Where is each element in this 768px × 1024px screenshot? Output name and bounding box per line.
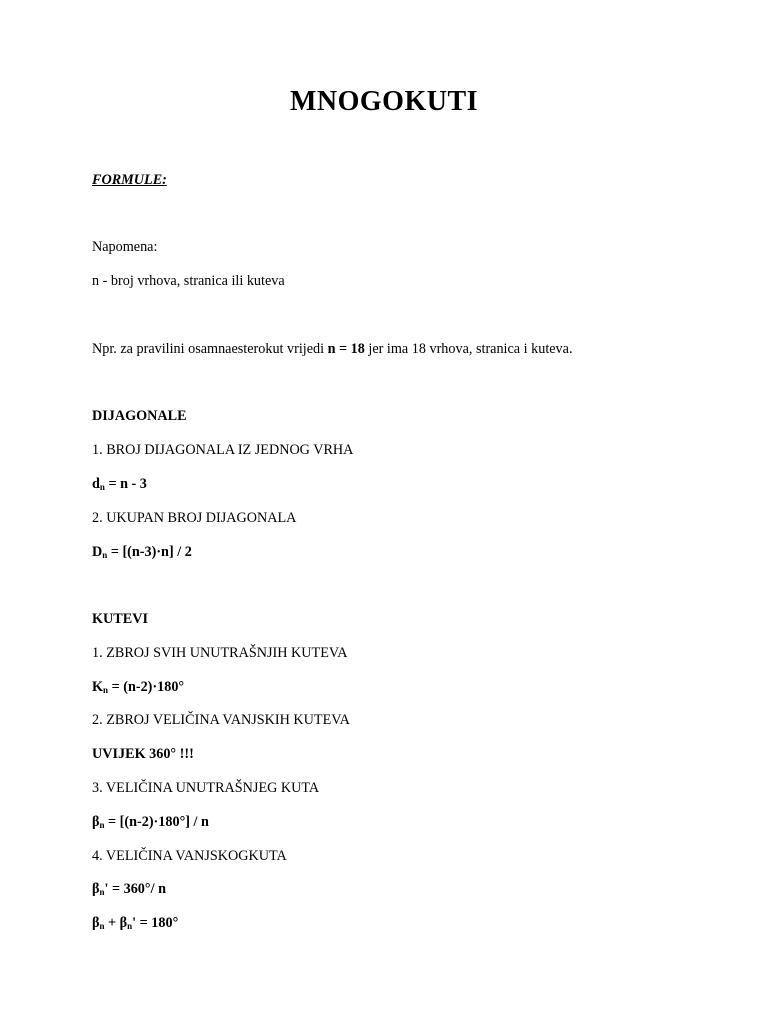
napomena-label: Napomena: (92, 239, 158, 255)
formula-subscript: n (99, 820, 105, 830)
kutevi-item2-label: 2. ZBROJ VELIČINA VANJSKIH KUTEVA (92, 712, 350, 728)
formula-subscript: n (99, 921, 105, 931)
formula-subscript: n (99, 887, 105, 897)
formula-expression: = n - 3 (104, 476, 147, 492)
dijagonale-item2-label: 2. UKUPAN BROJ DIJAGONALA (92, 510, 297, 526)
formula-expression: + β (104, 915, 128, 931)
formula-expression: ' = 180° (132, 915, 179, 931)
formula-variable: β (92, 814, 100, 830)
kutevi-item1-formula (92, 679, 184, 696)
formula-expression: = [(n-2)·180°] / n (104, 814, 209, 830)
example-suffix: jer ima 18 vrhova, stranica i kuteva. (364, 341, 573, 357)
page-title: MNOGOKUTI (289, 86, 479, 117)
formula-variable: d (92, 476, 100, 492)
formula-variable: D (92, 544, 103, 560)
formula-subscript: n (99, 482, 105, 492)
kutevi-item3-label: 3. VELIČINA UNUTRAŠNJEG KUTA (92, 780, 320, 796)
napomena-text: n - broj vrhova, stranica ili kuteva (92, 273, 285, 289)
dijagonale-item1-label: 1. BROJ DIJAGONALA IZ JEDNOG VRHA (92, 442, 354, 458)
formula-variable: K (92, 679, 104, 695)
kutevi-item5-formula (92, 915, 178, 932)
kutevi-item3-formula (92, 814, 209, 831)
dijagonale-item2-formula (92, 544, 192, 561)
kutevi-item1-label: 1. ZBROJ SVIH UNUTRAŠNJIH KUTEVA (92, 645, 348, 661)
formula-variable: β (92, 915, 100, 931)
kutevi-item4-formula (92, 881, 166, 898)
kutevi-heading: KUTEVI (92, 611, 148, 627)
dijagonale-item1-formula (92, 476, 147, 493)
example-sentence (92, 341, 573, 358)
formula-subscript: n (103, 685, 109, 695)
formula-expression: = [(n-3)·n] / 2 (107, 544, 192, 560)
kutevi-item2-formula: UVIJEK 360° !!! (92, 746, 194, 762)
formula-expression: ' = 360°/ n (104, 881, 166, 897)
formula-expression: = (n-2)·180° (108, 679, 185, 695)
formula-variable: β (92, 881, 100, 897)
dijagonale-heading: DIJAGONALE (92, 408, 187, 424)
formule-heading: FORMULE: (92, 172, 167, 188)
formula-subscript: n (102, 550, 108, 560)
example-prefix: Npr. za pravilini osamnaesterokut vrijedi (92, 341, 328, 357)
example-formula: n = 18 (327, 341, 365, 357)
kutevi-item4-label: 4. VELIČINA VANJSKOGKUTA (92, 848, 287, 864)
formula-subscript: n (127, 921, 133, 931)
